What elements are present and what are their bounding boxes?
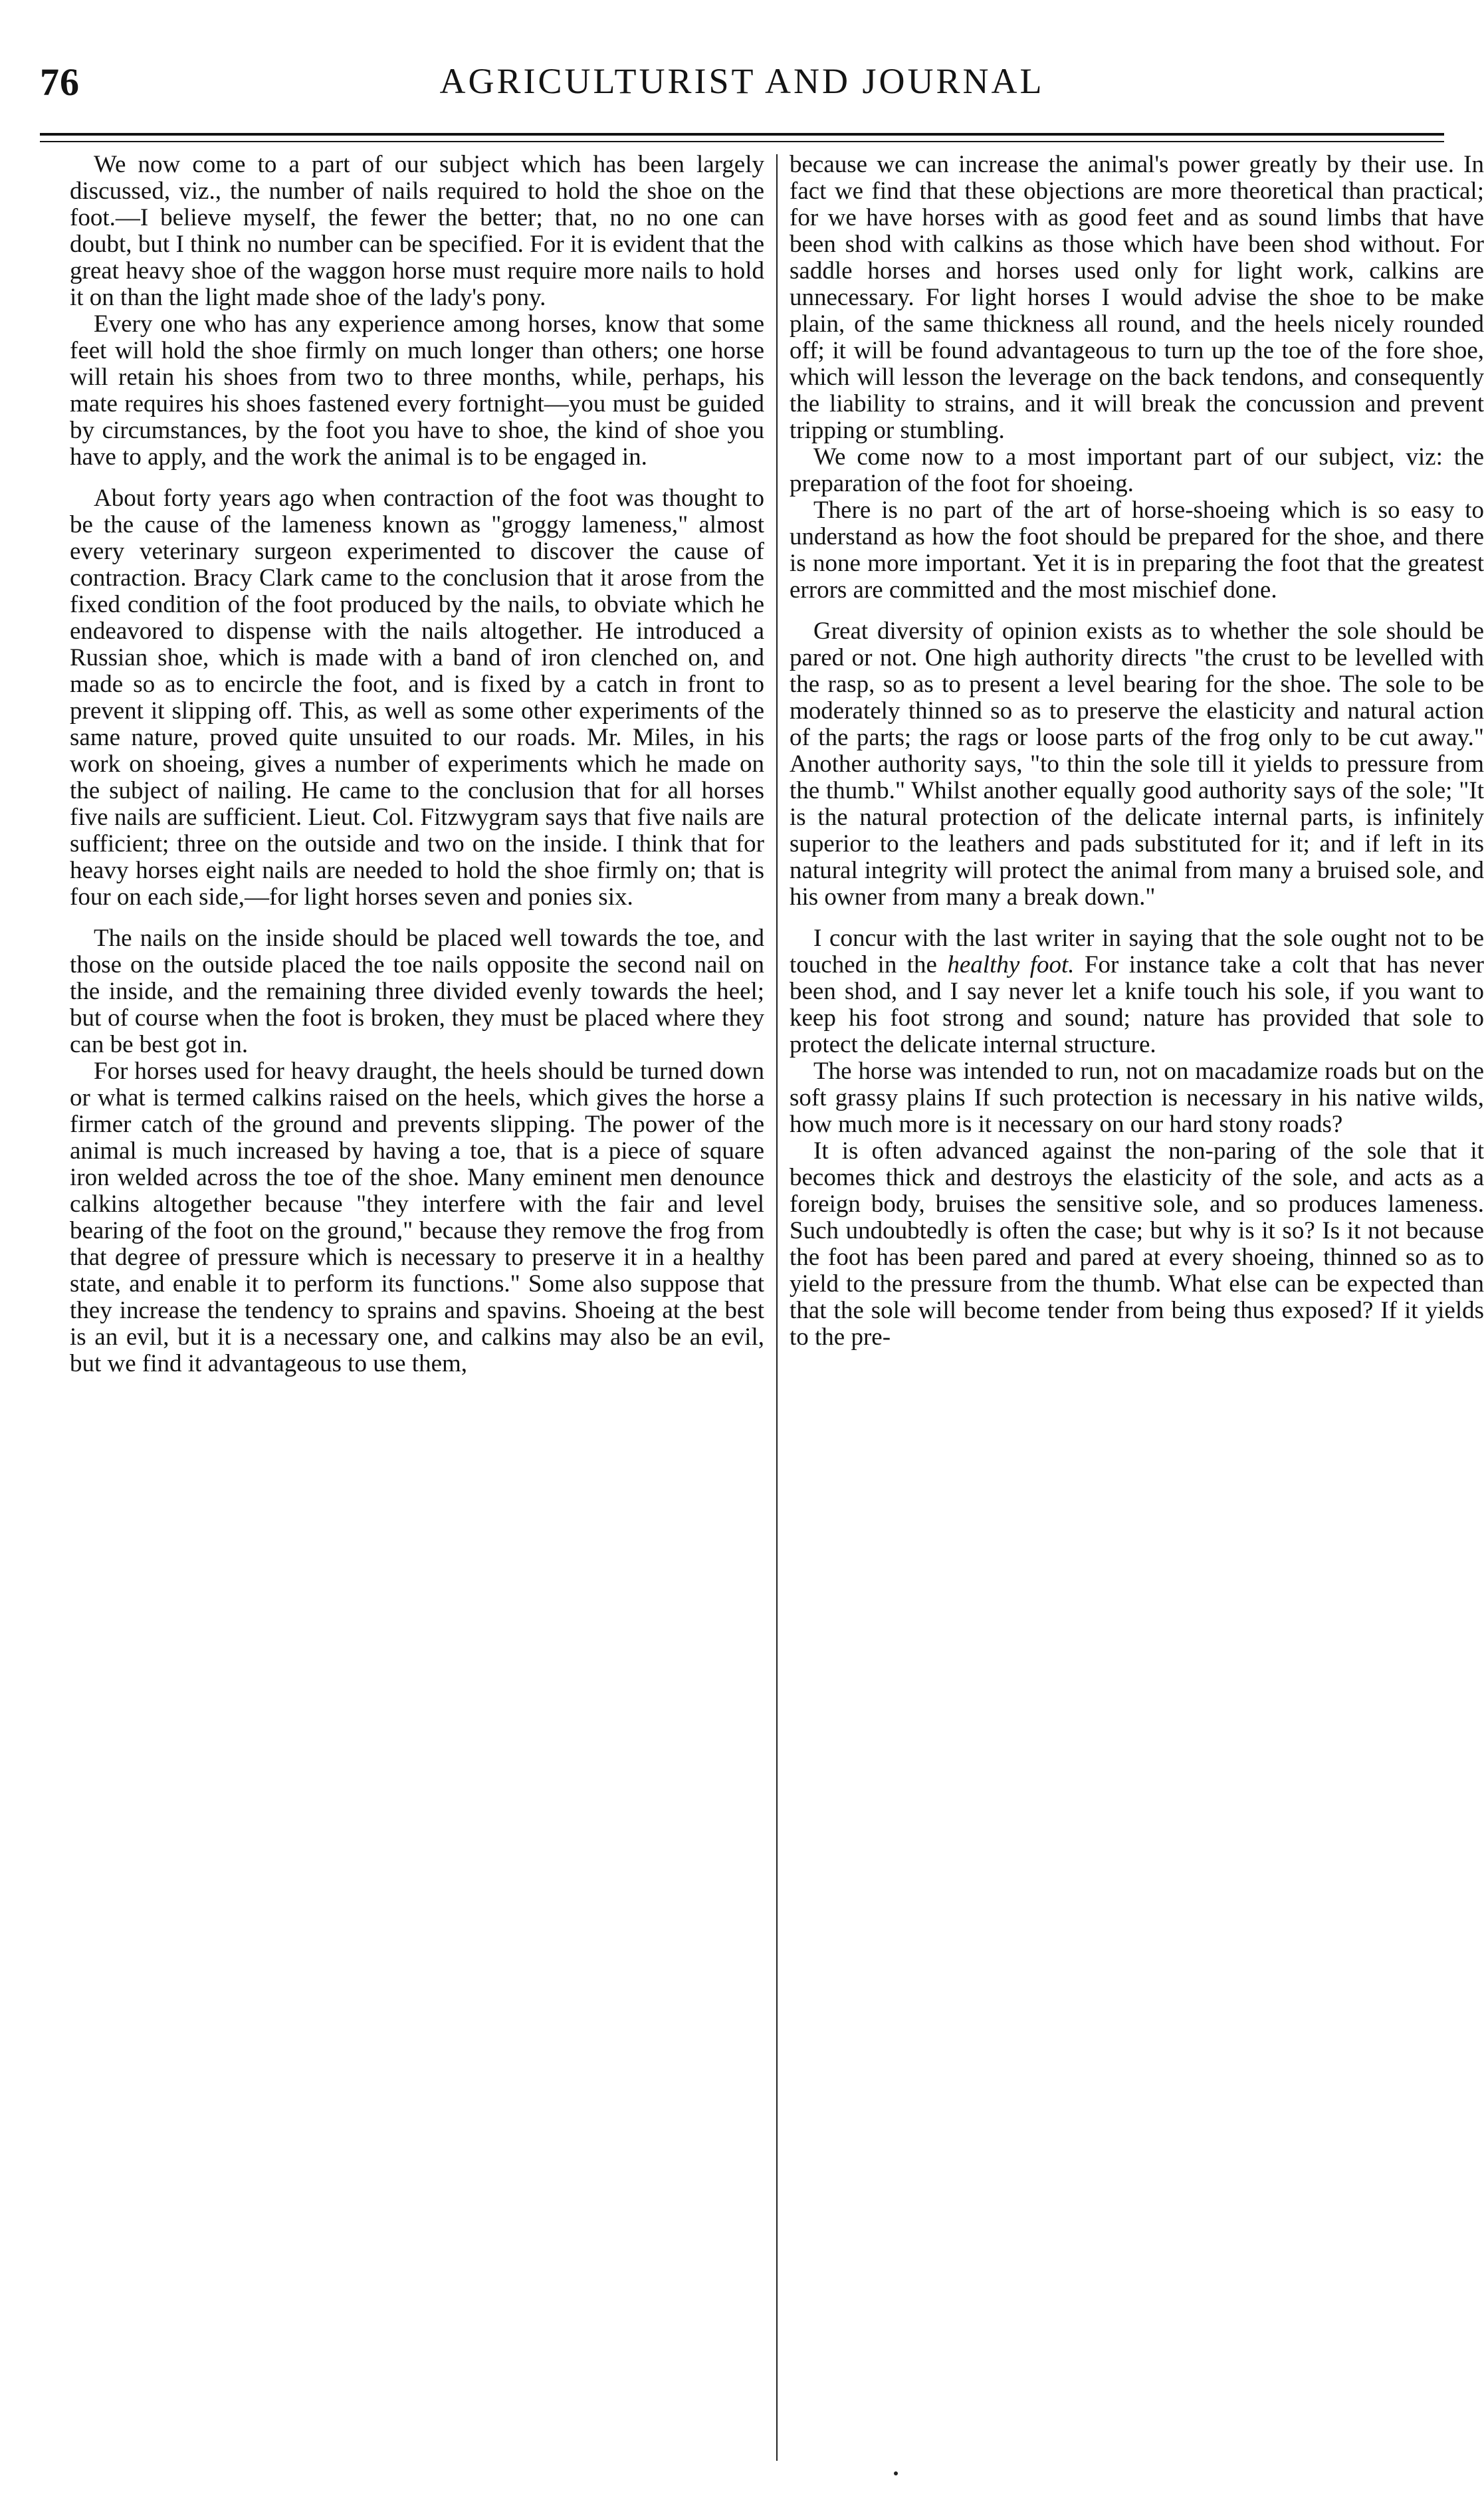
paragraph-foot-preparation-intro: We come now to a most important part of our subject, viz: the preparation of the foot for shoeing. — [790, 443, 1484, 497]
paragraph-contraction-history: About forty years ago when contraction of the foot was thought to be the cause of the lameness known as "groggy lameness," almost every veterinary surgeon experimented to discover the cause of contraction. Bracy Clark came to the conclusion that it arose from the fixed condition of the foot produced by the nails, to obviate which he endeavored to dispense with the nails altogether. He introduced a Russian shoe, which is made with a band of iron clenched on, and made so as to encircle the foot, and is fixed by a catch in front to prevent it slipping off. This, as well as some other experiments of the same nature, proved quite unsuited to our roads. Mr. Miles, in his work on shoeing, gives a number of experiments which he made on the subject of nailing. He came to the conclusion that for all horses five nails are sufficient. Lieut. Col. Fitzwygram says that five nails are sufficient; three on the outside and two on the inside. I think that for heavy horses eight nails are needed to hold the shoe firmly on; that is four on each side,—for light horses seven and ponies six. — [70, 485, 764, 911]
header-double-rule — [40, 133, 1444, 142]
paragraph-nails-number: We now come to a part of our subject which has been largely discussed, viz., the number of nails required to hold the shoe on the foot.—I believe myself, the fewer the better; that, no no one can doubt, but I think no number can be specified. For it is evident that the great heavy shoe of the waggon horse must require more nails to hold it on than the light made shoe of the lady's pony. — [70, 151, 764, 311]
healthy-foot-text-after: For instance take a colt that has never been shod, and I say never let a knife touch his sole, if you want to keep his foot strong and sound; nature has provided that sole to protect the delicate internal structure. — [790, 951, 1484, 1058]
paragraph-grassy-plains: The horse was intended to run, not on macadamize roads but on the soft grassy plains If such protection is necessary in his native wilds, how much more is it necessary on our hard stony roads? — [790, 1058, 1484, 1138]
column-divider — [776, 154, 778, 2461]
paragraph-sole-paring-opinions: Great diversity of opinion exists as to whether the sole should be pared or not. One high authority directs "the crust to be levelled with the rasp, so as to present a level bearing for the shoe. The sole to be moderately thinned so as to preserve the elasticity and natural action of the parts; the rags or loose parts of the frog only to be cut away." Another authority says, "to thin the sole till it yields to pressure from the thumb." Whilst another equally good authority says of the sole; "It is the natural protection of the delicate internal parts, is infinitely superior to the leathers and pads substituted for it; and if left in its natural integrity will protect the animal from many a bruised sole, and his owner from many a break down." — [790, 618, 1484, 911]
page-number: 76 — [40, 60, 80, 104]
paragraph-non-paring: It is often advanced against the non-paring of the sole that it becomes thick and destroys the elasticity of the sole, and acts as a foreign body, bruises the sensitive sole, and so produces lameness. Such undoubtedly is often the case; but why is it so? Is it not because the foot has been pared and pared at every shoeing, thinned so as to yield to the pressure from the thumb. What else can be expected than that the sole will become tender from being thus exposed? If it yields to the pre- — [790, 1137, 1484, 1351]
right-column — [790, 152, 1484, 1351]
left-column — [70, 152, 764, 1377]
bottom-ink-dot — [894, 2471, 898, 2475]
paragraph-experience: Every one who has any experience among horses, know that some feet will hold the shoe firmly on much longer than others; one horse will retain his shoes from two to three months, while, perhaps, his mate requires his shoes fastened every fortnight—you must be guided by circumstances, by the foot you have to shoe, the kind of shoe you have to apply, and the work the animal is to be engaged in. — [70, 310, 764, 471]
healthy-foot-emphasis: healthy foot. — [947, 951, 1075, 978]
paragraph-foot-preparation: There is no part of the art of horse-shoeing which is so easy to understand as how the foot should be prepared for the shoe, and there is none more important. Yet it is in preparing the foot that the greatest errors are committed and the most mischief done. — [790, 497, 1484, 604]
paragraph-healthy-foot — [790, 925, 1484, 1058]
paragraph-calkins: For horses used for heavy draught, the heels should be turned down or what is termed calkins raised on the heels, which gives the horse a firmer catch of the ground and prevents slipping. The power of the animal is much increased by having a toe, that is a piece of square iron welded across the toe of the shoe. Many eminent men denounce calkins altogether because "they interfere with the fair and level bearing of the foot on the ground," because they remove the frog from that degree of pressure which is necessary to preserve it in a healthy state, and enable it to perform its functions." Some also suppose that they increase the tendency to sprains and spavins. Shoeing at the best is an evil, but it is a necessary one, and calkins may also be an evil, but we find it advantageous to use them, — [70, 1058, 764, 1377]
healthy-foot-text-before: I concur with the last writer in saying that the sole ought not to be touched in the — [790, 925, 1484, 978]
running-title: AGRICULTURIST AND JOURNAL — [439, 61, 1045, 101]
paragraph-nail-placement: The nails on the inside should be placed well towards the toe, and those on the outside placed the toe nails opposite the second nail on the inside, and the remaining three divided evenly towards the heel; but of course when the foot is broken, they must be placed where they can be best got in. — [70, 925, 764, 1058]
paragraph-calkins-continued: because we can increase the animal's power greatly by their use. In fact we find that these objections are more theoretical than practical; for we have horses with as good feet and as sound limbs that have been shod with calkins as those which have been shod without. For saddle horses and horses used only for light work, calkins are unnecessary. For light horses I would advise the shoe to be make plain, of the same thickness all round, and the heels nicely rounded off; it will be found advantageous to turn up the toe of the fore shoe, which will lesson the leverage on the back tendons, and consequently the liability to strains, and it will break the concussion and prevent tripping or stumbling. — [790, 151, 1484, 444]
